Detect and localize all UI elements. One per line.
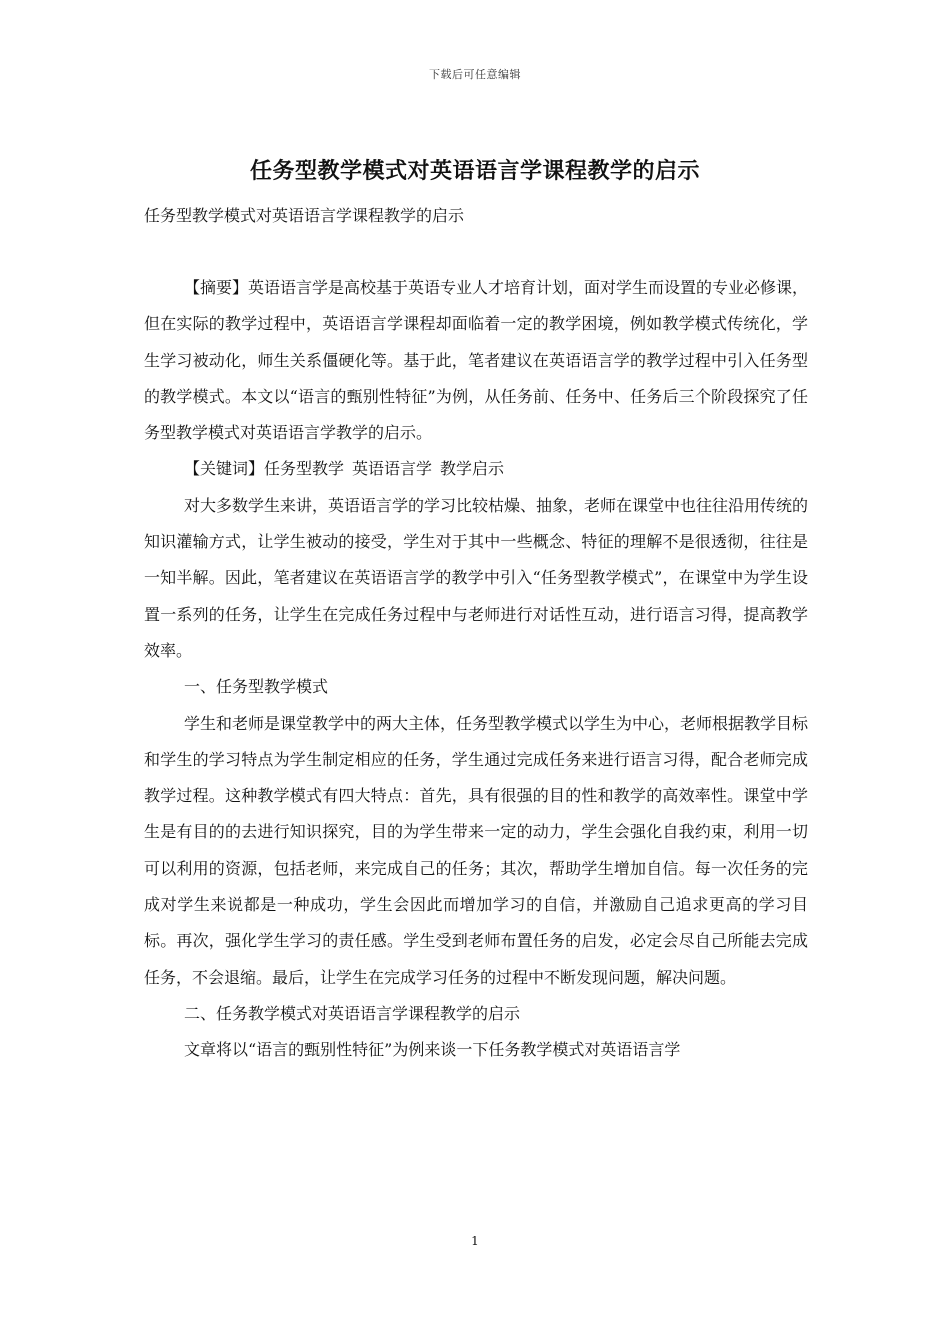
- section-paragraph: 学生和老师是课堂教学中的两大主体，任务型教学模式以学生为中心，老师根据教学目标和学生的学习特点为学生制定相应的任务，学生通过完成任务来进行语言习得，配合老师完成教学过程。这种教学模式有四大特点：首先，具有很强的目的性和教学的高效率性。课堂中学生是有目的的去进行知识探究，目的为学生带来一定的动力，学生会强化自我约束，利用一切可以利用的资源，包括老师，来完成自己的任务；其次，帮助学生增加自信。每一次任务的完成对学生来说都是一种成功，学生会因此而增加学习的自信，并激励自己追求更高的学习目标。再次，强化学生学习的责任感。学生受到老师布置任务的启发，必定会尽自己所能去完成任务，不会退缩。最后，让学生在完成学习任务的过程中不断发现问题，解决问题。: [144, 713, 809, 987]
- keyword-item: 任务型教学: [264, 459, 345, 479]
- section-heading: 一、任务型教学模式: [184, 677, 329, 697]
- document-body: [144, 270, 808, 1069]
- section-heading: 二、任务教学模式对英语语言学课程教学的启示: [184, 1003, 521, 1023]
- document-title: 任务型教学模式对英语语言学课程教学的启示: [249, 158, 700, 184]
- keywords-label: 【关键词】: [184, 459, 265, 479]
- abstract-paragraph: 【摘要】英语语言学是高校基于英语专业人才培育计划，面对学生而设置的专业必修课，但在实际的教学过程中，英语语言学课程却面临着一定的教学困境，例如教学模式传统化，学生学习被动化，师生关系僵硬化等。基于此，笔者建议在英语语言学的教学过程中引入任务型的教学模式。本文以“语言的甄别性特征”为例，从任务前、任务中、任务后三个阶段探究了任务型教学模式对英语语言学教学的启示。: [144, 278, 809, 443]
- keyword-item: 教学启示: [440, 459, 505, 479]
- keywords-paragraph: [144, 451, 808, 487]
- document-subtitle: 任务型教学模式对英语语言学课程教学的启示: [144, 206, 465, 225]
- page-number: 1: [471, 1234, 479, 1248]
- keyword-item: 英语语言学: [352, 459, 433, 479]
- intro-paragraph: 对大多数学生来讲，英语语言学的学习比较枯燥、抽象，老师在课堂中也往往沿用传统的知识灌输方式，让学生被动的接受，学生对于其中一些概念、特征的理解不是很透彻，往往是一知半解。因此，笔者建议在英语语言学的教学中引入“任务型教学模式”，在课堂中为学生设置一系列的任务，让学生在完成任务过程中与老师进行对话性互动，进行语言习得，提高教学效率。: [144, 495, 809, 660]
- header-note: 下载后可任意编辑: [429, 68, 521, 81]
- section-paragraph: 文章将以“语言的甄别性特征”为例来谈一下任务教学模式对英语语言学: [184, 1040, 681, 1060]
